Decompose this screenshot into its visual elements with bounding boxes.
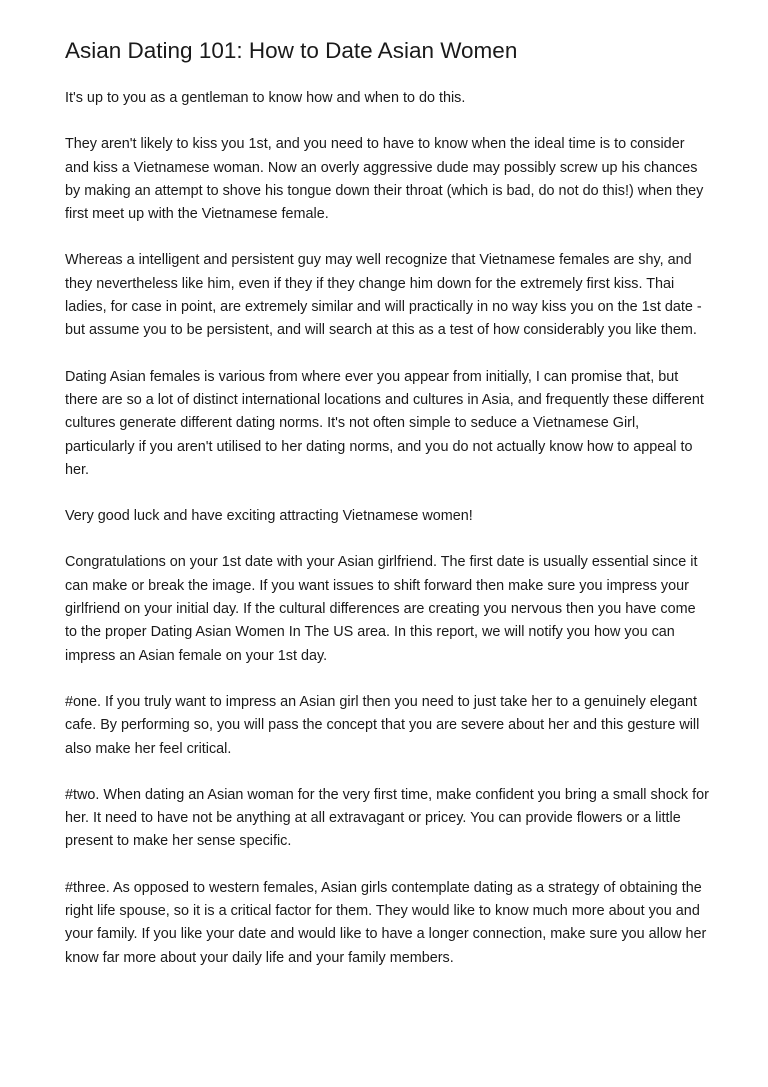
paragraph-first-kiss: They aren't likely to kiss you 1st, and you need to have to know when the ideal time is to consider and kiss a Vietnamese woman. Now an overly aggressive dude may possibly screw up his chances by making an attempt to shove his tongue down their throat (which is bad, do not do this!) when they first meet up with the Vietnamese female.: [65, 136, 704, 223]
paragraph-tip-three: #three. As opposed to western females, Asian girls contemplate dating as a strategy of obtaining the right life spouse, so it is a critical factor for them. They would like to know much more about you and your family. If you like your date and would like to have a longer connection, make sure you allow her know far more about your daily life and your family members.: [65, 879, 707, 966]
document-title: Asian Dating 101: How to Date Asian Women: [65, 38, 518, 63]
document-page: [65, 36, 710, 993]
paragraph-good-luck: Very good luck and have exciting attracting Vietnamese women!: [65, 508, 473, 525]
paragraph-congratulations: Congratulations on your 1st date with your Asian girlfriend. The first date is usually essential since it can make or break the image. If you want issues to shift forward then make sure you impress your girlfriend on your initial day. If the cultural differences are creating you nervous then you have come to the proper Dating Asian Women In The US area. In this report, we will notify you how you can impress an Asian female on your 1st day.: [65, 554, 698, 664]
paragraph-tip-one: #one. If you truly want to impress an Asian girl then you need to just take her to a genuinely elegant cafe. By performing so, you will pass the concept that you are severe about her and this gesture will also make her feel critical.: [65, 693, 700, 757]
paragraph-persistent-guy: Whereas a intelligent and persistent guy may well recognize that Vietnamese females are shy, and they nevertheless like him, even if they if they change him down for the extremely first kiss. Thai ladies, for case in point, are extremely similar and will practically in no way kiss you on the 1st date - but assume you to be persistent, and will search at this as a test of how considerably you like them.: [65, 252, 702, 339]
paragraph-intro: It's up to you as a gentleman to know how and when to do this.: [65, 90, 466, 106]
paragraph-tip-two: #two. When dating an Asian woman for the very first time, make confident you bring a small shock for her. It need to have not be anything at all extravagant or pricey. You can provide flowers or a little present to make her sense specific.: [65, 786, 709, 850]
paragraph-dating-norms: Dating Asian females is various from where ever you appear from initially, I can promise that, but there are so a lot of distinct international locations and cultures in Asia, and frequently these different cultures generate different dating norms. It's not often simple to seduce a Vietnamese Girl, particularly if you aren't utilised to her dating norms, and you do not actually know how to appeal to her.: [65, 368, 704, 478]
